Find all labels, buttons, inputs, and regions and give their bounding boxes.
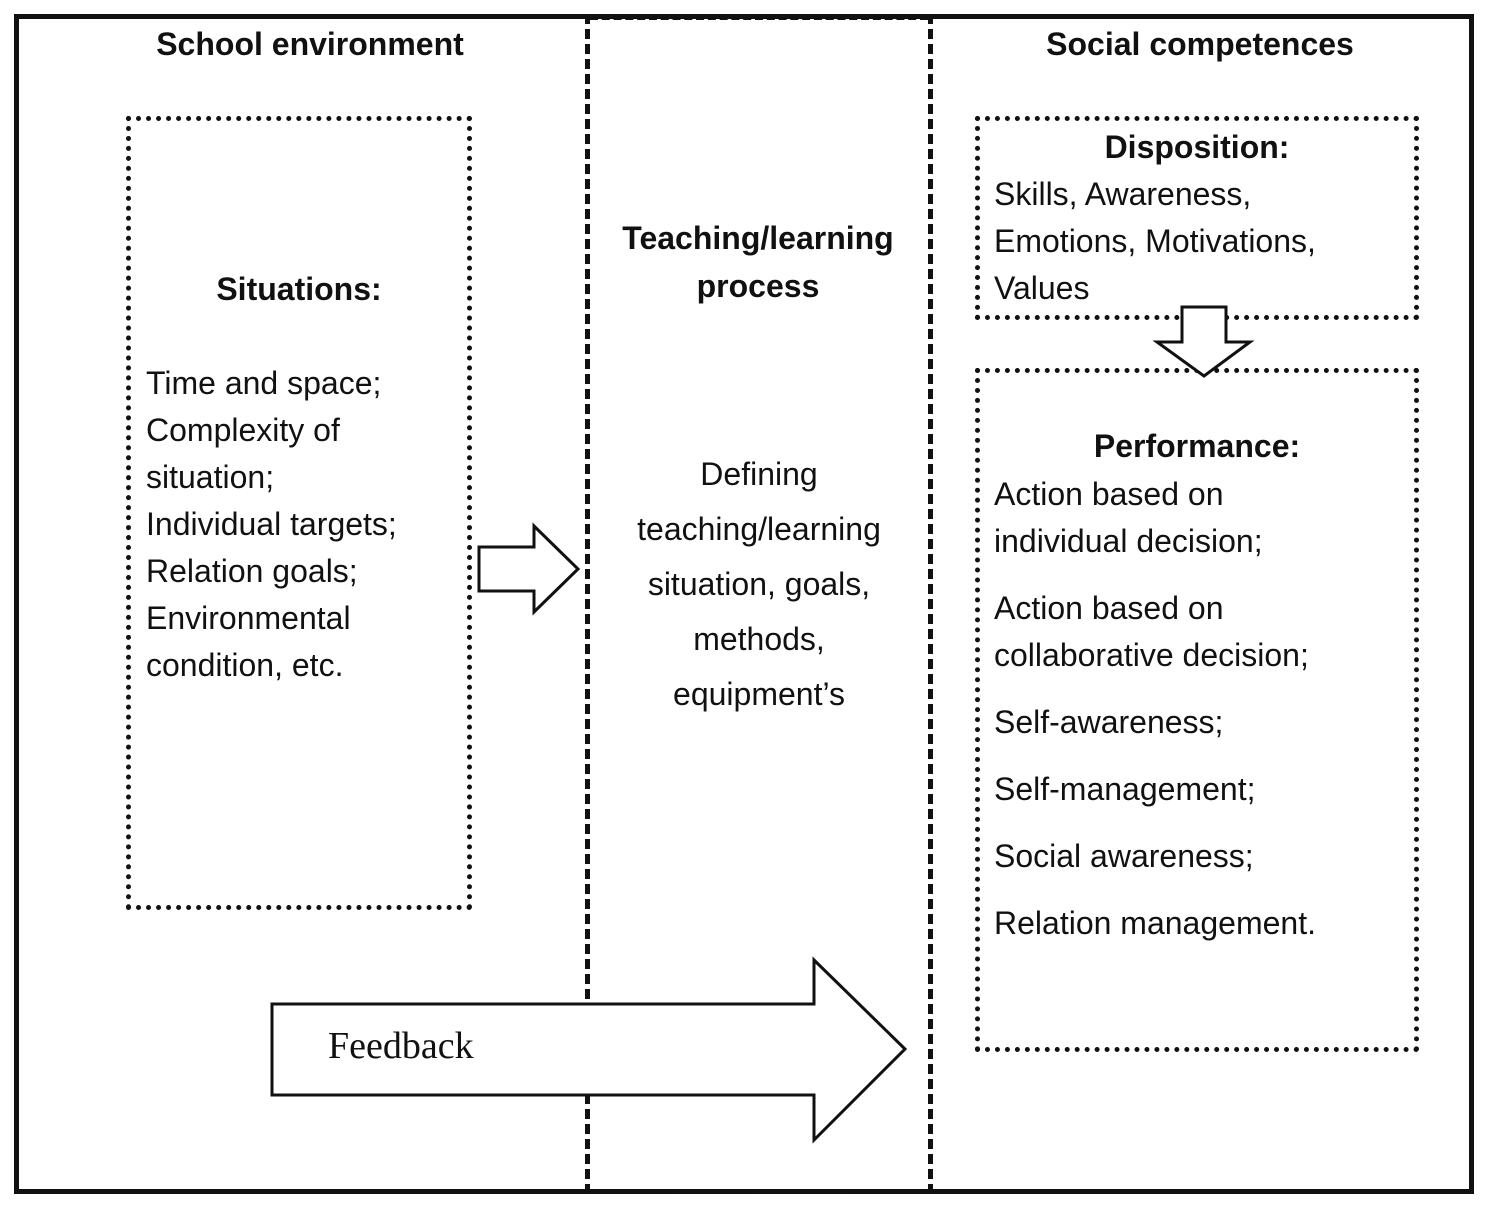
situations-to-process-arrow [479, 526, 578, 612]
process-line: equipment’s [673, 676, 845, 712]
performance-item-line: Social awareness; [994, 838, 1254, 874]
process-line: methods, [693, 621, 825, 657]
situation-line: Relation goals; [146, 553, 358, 589]
disposition-heading: Disposition: [1104, 129, 1290, 165]
performance-item-line: collaborative decision; [994, 637, 1309, 673]
disposition-line: Values [994, 270, 1090, 306]
school-environment-title: School environment [156, 26, 464, 62]
disposition-line: Skills, Awareness, [994, 176, 1252, 212]
situation-line: Environmental [146, 600, 351, 636]
situation-line: situation; [146, 459, 275, 495]
situation-line: Time and space; [146, 365, 382, 401]
disposition-line: Emotions, Motivations, [994, 223, 1316, 259]
performance-item-line: individual decision; [994, 523, 1263, 559]
process-line: situation, goals, [647, 566, 871, 602]
performance-heading: Performance: [1093, 428, 1301, 464]
performance-item-line: Self-management; [994, 771, 1256, 807]
situation-line: Complexity of [146, 412, 340, 448]
performance-item-line: Relation management. [994, 905, 1316, 941]
process-line: Defining [700, 456, 818, 492]
performance-item-line: Action based on [994, 590, 1224, 626]
situation-line: Individual targets; [146, 506, 397, 542]
performance-item-line: Action based on [994, 476, 1224, 512]
feedback-label: Feedback [328, 1025, 474, 1067]
social-competences-title: Social competences [1046, 26, 1354, 62]
teaching-learning-title: Teaching/learning process [622, 220, 894, 304]
disposition-to-performance-arrow [1157, 307, 1250, 376]
performance-item-line: Self-awareness; [994, 704, 1224, 740]
situation-line: condition, etc. [146, 647, 344, 683]
situations-heading: Situations: [216, 271, 382, 307]
process-line: teaching/learning [637, 511, 881, 547]
